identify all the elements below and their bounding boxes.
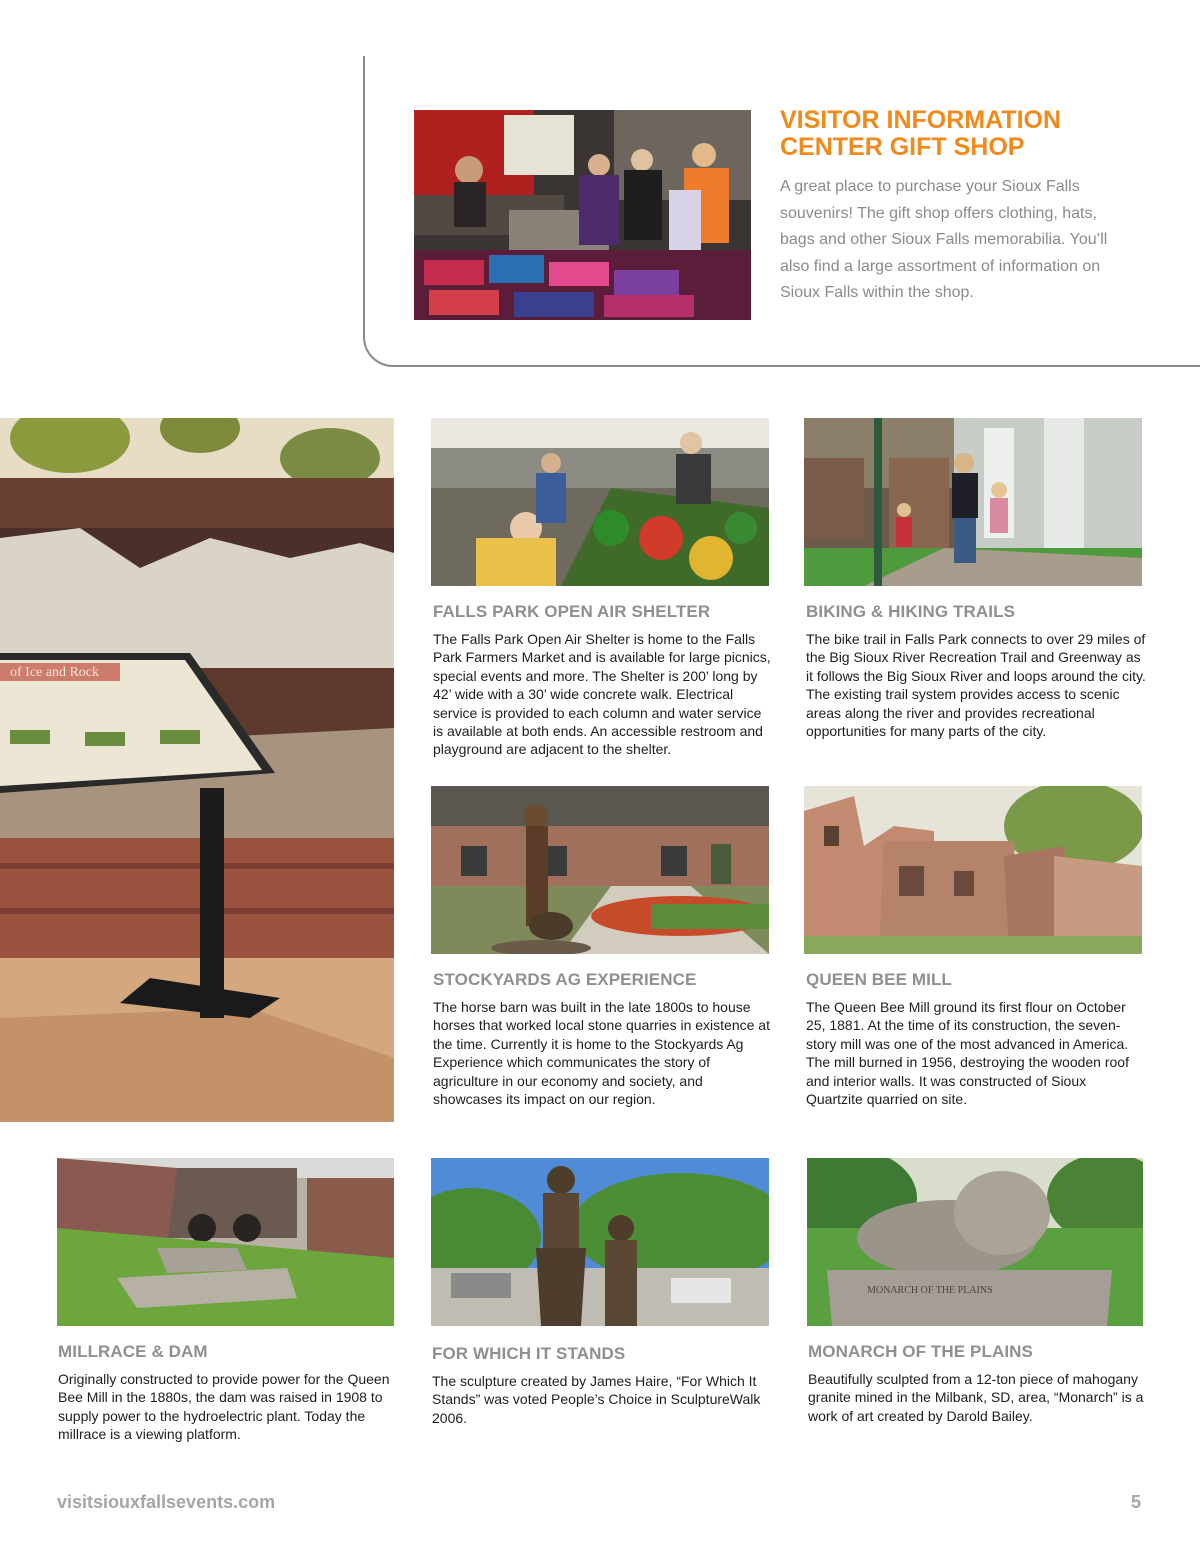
- queen-bee-mill-photo: [804, 786, 1142, 954]
- monarch-plaque-text: MONARCH OF THE PLAINS: [867, 1285, 993, 1296]
- gift-shop-photo: [414, 110, 751, 320]
- sign-panel-text: of Ice and Rock: [10, 665, 100, 680]
- footer-website-url: visitsiouxfallsevents.com: [57, 1492, 276, 1512]
- for-which-it-stands-photo: [431, 1158, 769, 1326]
- stockyards-ag-experience-photo: [431, 786, 769, 954]
- open-air-shelter-photo: [431, 418, 769, 586]
- queen-bee-mill-title: QUEEN BEE MILL: [806, 970, 952, 989]
- for-which-it-stands-title: FOR WHICH IT STANDS: [432, 1344, 626, 1363]
- millrace-dam-title: MILLRACE & DAM: [58, 1342, 208, 1361]
- monarch-of-the-plains-photo: [807, 1158, 1143, 1326]
- biking-hiking-trails-photo: [804, 418, 1142, 586]
- monarch-of-the-plains-title: MONARCH OF THE PLAINS: [808, 1342, 1033, 1361]
- page-number: 5: [1131, 1492, 1142, 1512]
- gift-shop-title: VISITOR INFORMATION CENTER GIFT SHOP: [780, 106, 1062, 161]
- millrace-dam-photo: [57, 1158, 394, 1326]
- for-which-it-stands-description: The sculpture created by James Haire, “For Which It Stands” was voted People’s Choice in SculptureWalk 2006.: [432, 1373, 761, 1426]
- stockyards-ag-experience-description: The horse barn was built in the late 1800s to house horses that worked local stone quarries in existence at the time. Currently it is home to the Stockyards Ag Experience which communicates the story of agriculture in our economy and society, and showcases its impact on our region.: [433, 999, 770, 1108]
- open-air-shelter-title: FALLS PARK OPEN AIR SHELTER: [433, 602, 711, 621]
- queen-bee-mill-description: The Queen Bee Mill ground its first flour on October 25, 1881. At the time of its construction, the seven-story mill was one of the most advanced in America. The mill burned in 1956, destroying the wooden roof and interior walls. It was constructed of Sioux Quartzite quarried on site.: [806, 999, 1129, 1108]
- falls-park-sign-photo: [0, 418, 394, 1122]
- open-air-shelter-description: The Falls Park Open Air Shelter is home to the Falls Park Farmers Market and is available for large picnics, special events and more. The Shelter is 200’ long by 42’ wide with a 30’ wide concrete walk. Electrical service is provided to each column and water service is available at both ends. An accessible restroom and playground are adjacent to the shelter.: [433, 631, 771, 758]
- biking-hiking-trails-description: The bike trail in Falls Park connects to over 29 miles of the Big Sioux River Recreation Trail and Greenway as it follows the Big Sioux River and loops around the city. The existing trail system provides access to scenic areas along the river and provides recreational opportunities for many parts of the city.: [806, 631, 1146, 740]
- stockyards-ag-experience-title: STOCKYARDS AG EXPERIENCE: [433, 970, 697, 989]
- biking-hiking-trails-title: BIKING & HIKING TRAILS: [806, 602, 1016, 621]
- gift-shop-description: A great place to purchase your Sioux Falls souvenirs! The gift shop offers clothing, hats, bags and other Sioux Falls memorabilia. You’ll also find a large assortment of information on Sioux Falls within the shop.: [780, 178, 1108, 301]
- monarch-of-the-plains-description: Beautifully sculpted from a 12-ton piece of mahogany granite mined in the Milbank, SD, area, “Monarch” is a work of art created by Darold Bailey.: [808, 1371, 1144, 1424]
- millrace-dam-description: Originally constructed to provide power for the Queen Bee Mill in the 1880s, the dam was raised in 1908 to supply power to the hydroelectric plant. Today the millrace is a viewing platform.: [58, 1371, 390, 1443]
